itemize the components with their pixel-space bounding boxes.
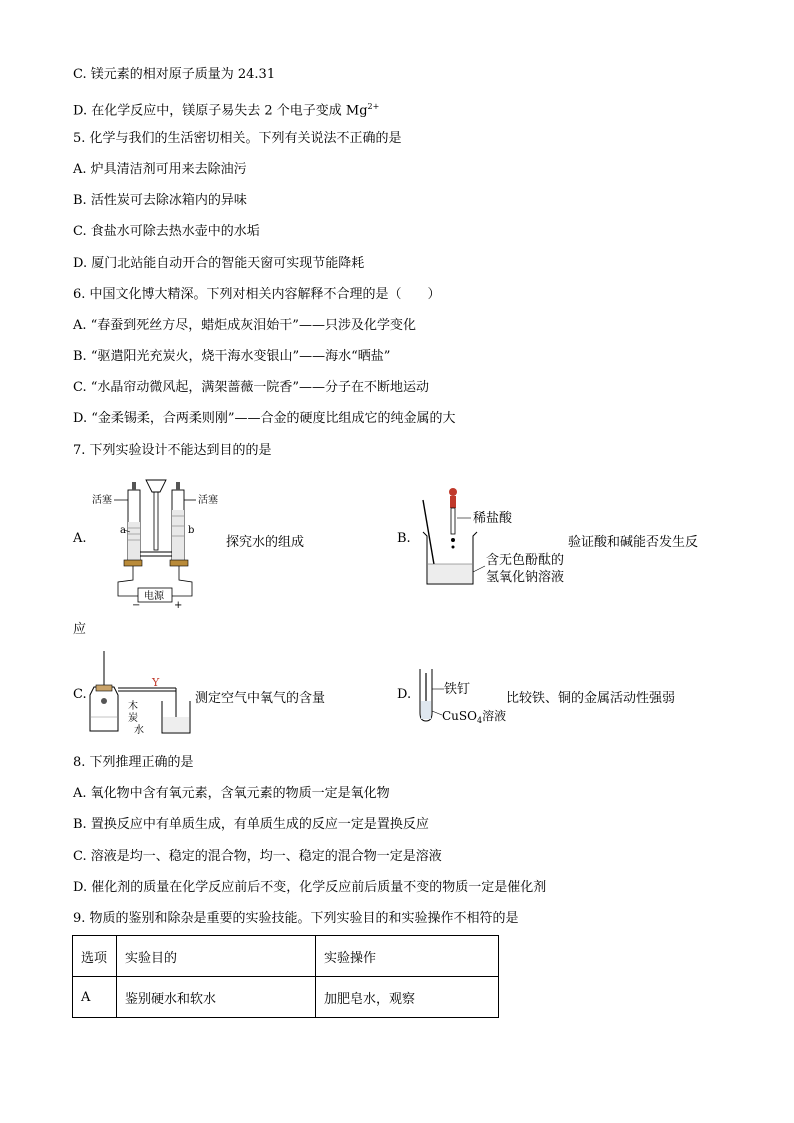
q7-b-label: B. <box>397 531 411 546</box>
stopcock-right-label: 活塞 <box>198 495 218 506</box>
clamp-icon: Y <box>152 676 160 689</box>
q6-option-b: B. “驱遣阳光充炭火，烧干海水变银山”——海水“晒盐” <box>73 349 391 364</box>
q7-a-label: A. <box>73 531 87 546</box>
water-label: 水 <box>134 725 144 736</box>
positive-terminal: + <box>174 600 183 610</box>
q7-c-label: C. <box>73 687 87 702</box>
power-source-label: 电源 <box>144 591 164 602</box>
q8-option-b: B. 置换反应中有单质生成，有单质生成的反应一定是置换反应 <box>73 817 429 832</box>
neutralization-figure <box>415 484 575 594</box>
stopcock-left-label: 活塞 <box>92 495 112 506</box>
q6-stem: 6. 中国文化博大精深。下列对相关内容解释不合理的是（ ） <box>73 287 441 302</box>
charcoal-label-2: 炭 <box>128 713 138 724</box>
negative-terminal: − <box>132 600 141 610</box>
q9-options-table <box>72 935 499 1018</box>
row-operation: 加肥皂水，观察 <box>316 977 499 1018</box>
q7-c-text: 测定空气中氧气的含量 <box>195 691 326 706</box>
q7-d-text: 比较铁、铜的金属活动性强弱 <box>506 691 676 706</box>
q5-option-b: B. 活性炭可去除冰箱内的异味 <box>73 193 247 208</box>
q7-b-text-wrap: 应 <box>73 622 87 637</box>
q8-stem: 8. 下列推理正确的是 <box>73 755 194 770</box>
row-option: A <box>73 977 117 1018</box>
row-purpose: 鉴别硬水和软水 <box>117 977 316 1018</box>
q8-option-d: D. 催化剂的质量在化学反应前后不变，化学反应前后质量不变的物质一定是催化剂 <box>73 880 547 895</box>
q5-option-c: C. 食盐水可除去热水壶中的水垢 <box>73 224 260 239</box>
header-purpose: 实验目的 <box>117 936 316 977</box>
cuso4-solution-label: CuSO$_4$溶液 <box>442 709 507 725</box>
charcoal-label-1: 木 <box>128 701 138 712</box>
q6-option-d: D. “金柔锡柔，合两柔则刚”——合金的硬度比组成它的纯金属的大 <box>73 411 456 426</box>
q7-b-text: 验证酸和碱能否发生反 <box>568 535 699 550</box>
electrolysis-apparatus-figure <box>88 470 218 610</box>
solution-label-line1: 含无色酚酞的 <box>486 553 565 568</box>
tube-a-label: a <box>120 525 126 536</box>
solution-label-line2: 氢氧化钠溶液 <box>486 570 565 585</box>
header-operation: 实验操作 <box>316 936 499 977</box>
dilute-hcl-label: 稀盐酸 <box>473 511 513 526</box>
q8-option-c: C. 溶液是均一、稳定的混合物，均一、稳定的混合物一定是溶液 <box>73 849 442 864</box>
tube-b-label: b <box>188 525 195 536</box>
q8-option-a: A. 氧化物中含有氧元素，含氧元素的物质一定是氧化物 <box>73 786 390 801</box>
q7-a-text: 探究水的组成 <box>226 535 305 550</box>
q6-option-a: A. “春蚕到死丝方尽，蜡炬成灰泪始干”——只涉及化学变化 <box>73 318 416 333</box>
header-option: 选项 <box>73 936 117 977</box>
q7-d-label: D. <box>397 687 412 702</box>
q6-option-c: C. “水晶帘动微风起，满架蔷薇一院香”——分子在不断地运动 <box>73 380 430 395</box>
oxygen-content-figure <box>88 647 198 737</box>
table-row <box>73 977 499 1018</box>
q9-stem: 9. 物质的鉴别和除杂是重要的实验技能。下列实验目的和实验操作不相符的是 <box>73 911 519 926</box>
q4-option-d: D. 在化学反应中，镁原子易失去 2 个电子变成 $Mg^{2+}$ <box>73 102 380 119</box>
q5-option-a: A. 炉具清洁剂可用来去除油污 <box>73 162 247 177</box>
q5-stem: 5. 化学与我们的生活密切相关。下列有关说法不正确的是 <box>73 131 402 146</box>
mg-ion-charge: 2+ <box>367 102 380 111</box>
metal-activity-figure <box>412 665 512 727</box>
q5-option-d: D. 厦门北站能自动开合的智能天窗可实现节能降耗 <box>73 256 365 271</box>
q7-stem: 7. 下列实验设计不能达到目的的是 <box>73 443 272 458</box>
iron-nail-label: 铁钉 <box>444 682 471 697</box>
q4-option-c: C. 镁元素的相对原子质量为 24.31 <box>73 67 276 82</box>
table-header-row <box>73 936 499 977</box>
